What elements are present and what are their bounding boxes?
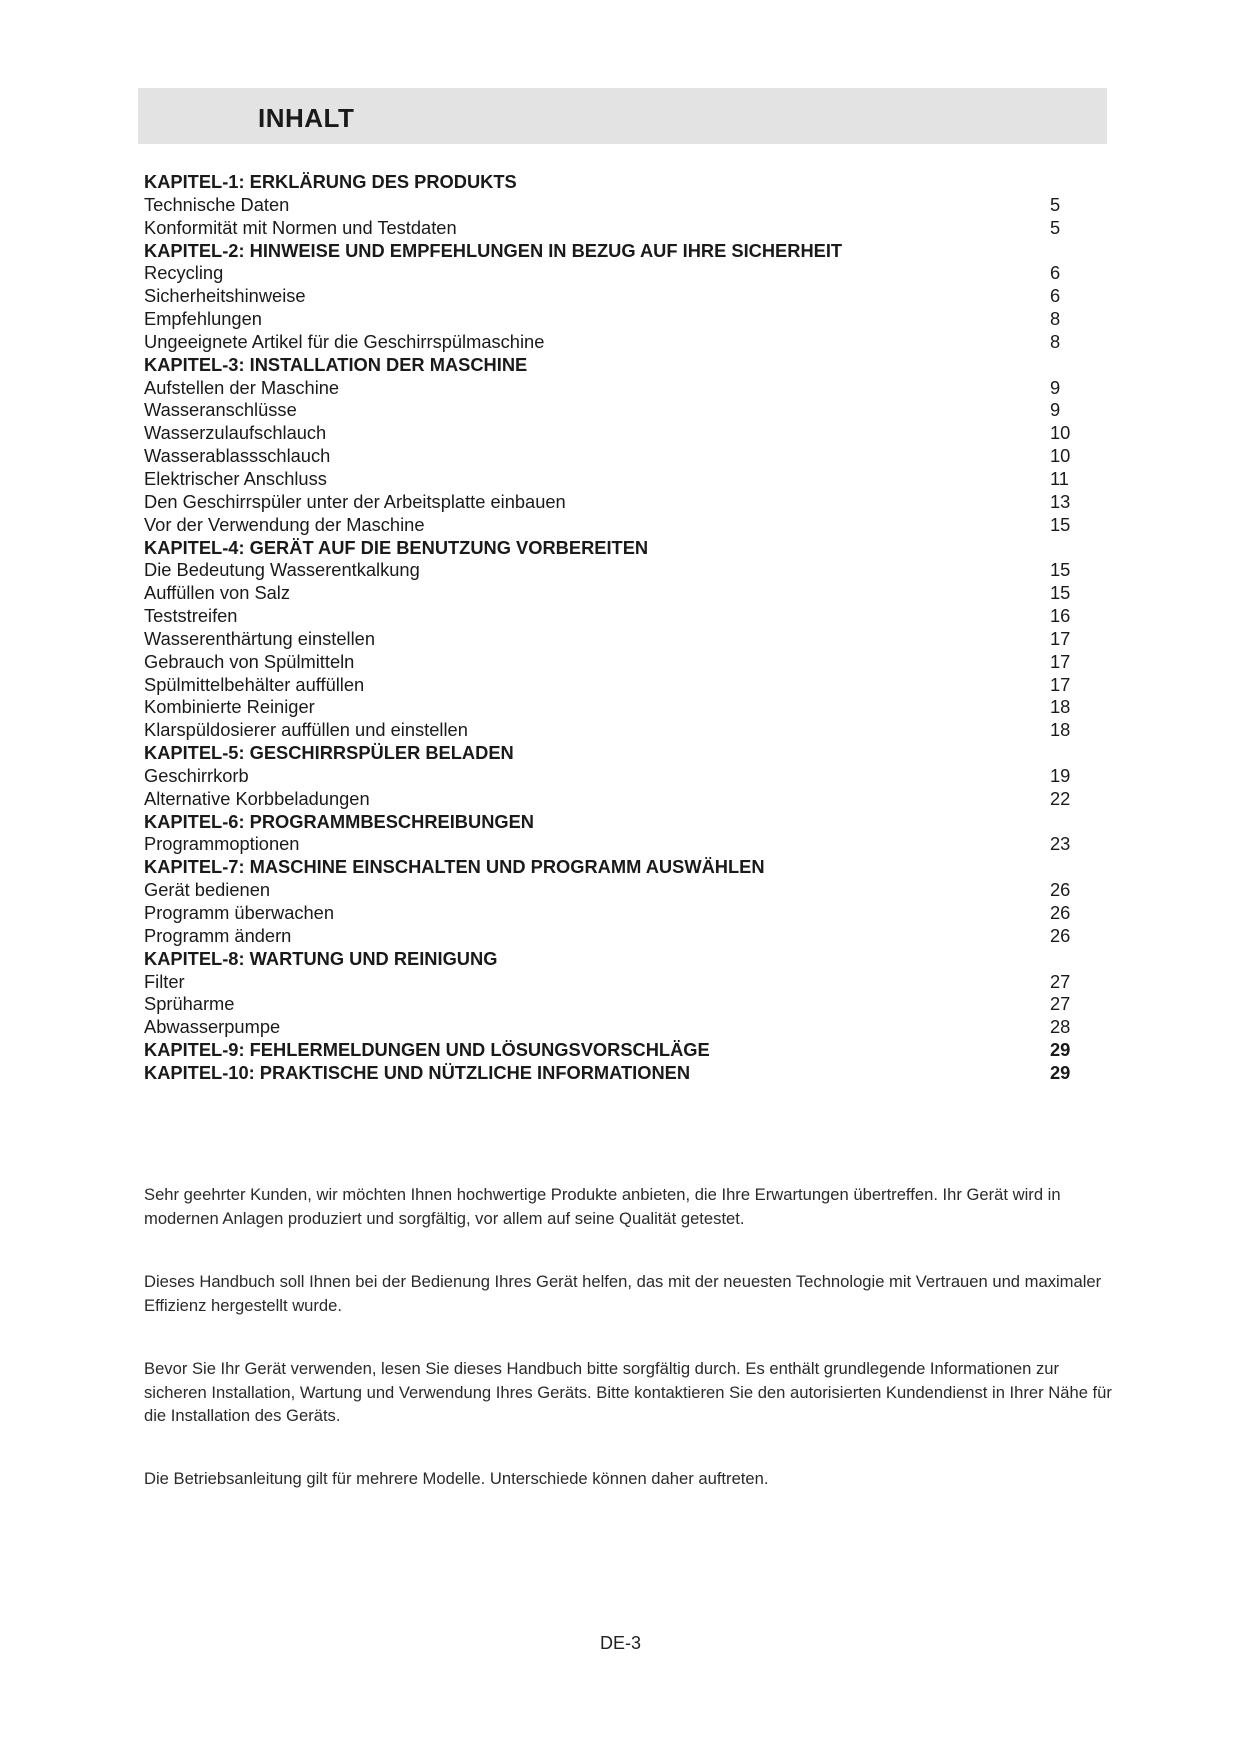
toc-label: Wasseranschlüsse	[144, 399, 297, 421]
page-title: INHALT	[258, 103, 355, 133]
toc-label: Sicherheitshinweise	[144, 285, 306, 307]
toc-page-number: 29	[1050, 1039, 1071, 1061]
toc-entry	[144, 674, 1072, 697]
toc-label: Abwasserpumpe	[144, 1016, 281, 1038]
toc-chapter-heading	[144, 856, 1072, 879]
toc-page-number: 9	[1050, 376, 1061, 398]
toc-label: KAPITEL-3: INSTALLATION DER MASCHINE	[144, 353, 528, 375]
toc-page-number: 28	[1050, 1016, 1071, 1038]
toc-label: Gebrauch von Spülmitteln	[144, 650, 355, 672]
intro-paragraph-2: Dieses Handbuch soll Ihnen bei der Bedienung Ihres Gerät helfen, das mit der neuesten Technologie mit Vertrauen und maximaler Effizienz hergestellt wurde.	[144, 1272, 1102, 1315]
toc-chapter-heading	[144, 1039, 1072, 1062]
toc-chapter-heading	[144, 811, 1072, 834]
toc-page-number: 15	[1050, 559, 1071, 581]
toc-page-number: 17	[1050, 673, 1071, 695]
toc-page-number: 27	[1050, 993, 1071, 1015]
toc-label: Aufstellen der Maschine	[144, 376, 340, 398]
toc-label: Geschirrkorb	[144, 764, 249, 786]
toc-entry	[144, 559, 1072, 582]
toc-entry	[144, 765, 1072, 788]
toc-entry	[144, 377, 1072, 400]
toc-label: KAPITEL-4: GERÄT AUF DIE BENUTZUNG VORBEREITEN	[144, 536, 649, 558]
toc-page-number: 9	[1050, 399, 1061, 421]
intro-paragraph-3: Bevor Sie Ihr Gerät verwenden, lesen Sie dieses Handbuch bitte sorgfältig durch. Es enthält grundlegende Informationen zur sicheren Installation, Wartung und Verwendung Ihres Geräts. Bitte kontaktieren Sie den autorisierten Kundendienst in Ihrer Nähe für die Installation des Geräts.	[144, 1359, 1112, 1425]
toc-label: Alternative Korbbeladungen	[144, 787, 370, 809]
toc-page-number: 23	[1050, 833, 1071, 855]
toc-page-number: 19	[1050, 764, 1071, 786]
toc-page-number: 13	[1050, 490, 1071, 512]
toc-page-number: 18	[1050, 696, 1071, 718]
toc-entry	[144, 696, 1072, 719]
toc-label: Die Bedeutung Wasserentkalkung	[144, 559, 420, 581]
toc-label: Auffüllen von Salz	[144, 582, 291, 604]
toc-chapter-heading	[144, 240, 1072, 263]
toc-label: KAPITEL-1: ERKLÄRUNG DES PRODUKTS	[144, 171, 517, 192]
toc-label: KAPITEL-7: MASCHINE EINSCHALTEN UND PROGRAMM AUSWÄHLEN	[144, 856, 765, 878]
toc-page-number: 5	[1050, 216, 1061, 238]
toc-label: Technische Daten	[144, 193, 290, 215]
toc-label: KAPITEL-9: FEHLERMELDUNGEN UND LÖSUNGSVORSCHLÄGE	[144, 1039, 710, 1061]
toc-entry	[144, 491, 1072, 514]
toc-label: KAPITEL-6: PROGRAMMBESCHREIBUNGEN	[144, 810, 535, 832]
toc-chapter-heading	[144, 354, 1072, 377]
toc-entry	[144, 399, 1072, 422]
toc-label: Klarspüldosierer auffüllen und einstellen	[144, 719, 468, 741]
toc-page-number: 10	[1050, 422, 1071, 444]
page-number: DE-3	[599, 1633, 641, 1653]
toc-label: Konformität mit Normen und Testdaten	[144, 216, 457, 238]
toc-label: Programm ändern	[144, 924, 292, 946]
toc-entry	[144, 308, 1072, 331]
toc-label: Filter	[144, 970, 185, 992]
toc-label: Empfehlungen	[144, 308, 262, 330]
toc-entry	[144, 331, 1072, 354]
toc-label: Wasserenthärtung einstellen	[144, 627, 376, 649]
toc-page-number: 26	[1050, 879, 1071, 901]
toc-page-number: 8	[1050, 308, 1061, 330]
toc-page-number: 18	[1050, 719, 1071, 741]
toc-page-number: 16	[1050, 605, 1071, 627]
toc-entry	[144, 217, 1072, 240]
toc-chapter-heading	[144, 742, 1072, 765]
toc-page-number: 8	[1050, 330, 1061, 352]
toc-chapter-heading	[144, 171, 1072, 194]
toc-page-number: 22	[1050, 787, 1071, 809]
toc-entry	[144, 194, 1072, 217]
toc-entry	[144, 468, 1072, 491]
toc-entry	[144, 902, 1072, 925]
toc-entry	[144, 628, 1072, 651]
intro-paragraph-4: Die Betriebsanleitung gilt für mehrere Modelle. Unterschiede können daher auftreten.	[144, 1469, 769, 1488]
toc-entry	[144, 971, 1072, 994]
toc-label: Spülmittelbehälter auffüllen	[144, 673, 365, 695]
toc-label: Wasserzulaufschlauch	[144, 422, 327, 444]
toc-chapter-heading	[144, 948, 1072, 971]
toc-label: Wasserablassschlauch	[144, 445, 331, 467]
toc-page-number: 6	[1050, 262, 1061, 284]
toc-page-number: 15	[1050, 513, 1071, 535]
toc-page-number: 11	[1050, 467, 1069, 489]
toc-label: Ungeeignete Artikel für die Geschirrspülmaschine	[144, 330, 545, 352]
toc-label: Den Geschirrspüler unter der Arbeitsplatte einbauen	[144, 490, 566, 512]
toc-entry	[144, 651, 1072, 674]
toc-entry	[144, 993, 1072, 1016]
toc-label: Recycling	[144, 262, 224, 284]
toc-entry	[144, 833, 1072, 856]
toc-page-number: 10	[1050, 445, 1071, 467]
toc-label: Vor der Verwendung der Maschine	[144, 513, 425, 535]
toc-entry	[144, 582, 1072, 605]
toc-entry	[144, 285, 1072, 308]
toc-page-number: 6	[1050, 285, 1061, 307]
toc-label: Kombinierte Reiniger	[144, 696, 315, 718]
toc-entry	[144, 788, 1072, 811]
toc-page-number: 26	[1050, 902, 1071, 923]
toc-entry	[144, 262, 1072, 285]
toc-page-number: 26	[1050, 924, 1071, 946]
toc-entry	[144, 445, 1072, 468]
toc-label: Sprüharme	[144, 993, 235, 1015]
table-of-contents	[144, 171, 1072, 1085]
header-bar	[138, 88, 1107, 144]
toc-entry	[144, 514, 1072, 537]
toc-entry	[144, 879, 1072, 902]
toc-label: Programm überwachen	[144, 902, 335, 923]
toc-entry	[144, 925, 1072, 948]
intro-paragraph-1: Sehr geehrter Kunden, wir möchten Ihnen hochwertige Produkte anbieten, die Ihre Erwartungen übertreffen. Ihr Gerät wird in modernen Anlagen produziert und sorgfältig, vor allem auf seine Qualität getestet.	[144, 1185, 1061, 1228]
toc-label: KAPITEL-8: WARTUNG UND REINIGUNG	[144, 947, 498, 969]
toc-chapter-heading	[144, 537, 1072, 560]
toc-page-number: 17	[1050, 627, 1071, 649]
toc-page-number: 17	[1050, 650, 1071, 672]
toc-label: KAPITEL-2: HINWEISE UND EMPFEHLUNGEN IN BEZUG AUF IHRE SICHERHEIT	[144, 239, 843, 261]
toc-page-number: 5	[1050, 193, 1061, 215]
toc-label: KAPITEL-10: PRAKTISCHE UND NÜTZLICHE INFORMATIONEN	[144, 1061, 691, 1083]
toc-entry	[144, 1016, 1072, 1039]
toc-page-number: 15	[1050, 582, 1071, 604]
toc-label: Teststreifen	[144, 605, 238, 627]
toc-entry	[144, 605, 1072, 628]
toc-page-number: 27	[1050, 970, 1071, 992]
toc-label: Elektrischer Anschluss	[144, 467, 327, 489]
toc-entry	[144, 422, 1072, 445]
toc-label: Programmoptionen	[144, 833, 300, 855]
toc-chapter-heading	[144, 1062, 1072, 1085]
toc-page-number: 29	[1050, 1061, 1071, 1083]
toc-label: KAPITEL-5: GESCHIRRSPÜLER BELADEN	[144, 742, 514, 764]
toc-entry	[144, 719, 1072, 742]
toc-label: Gerät bedienen	[144, 879, 271, 901]
